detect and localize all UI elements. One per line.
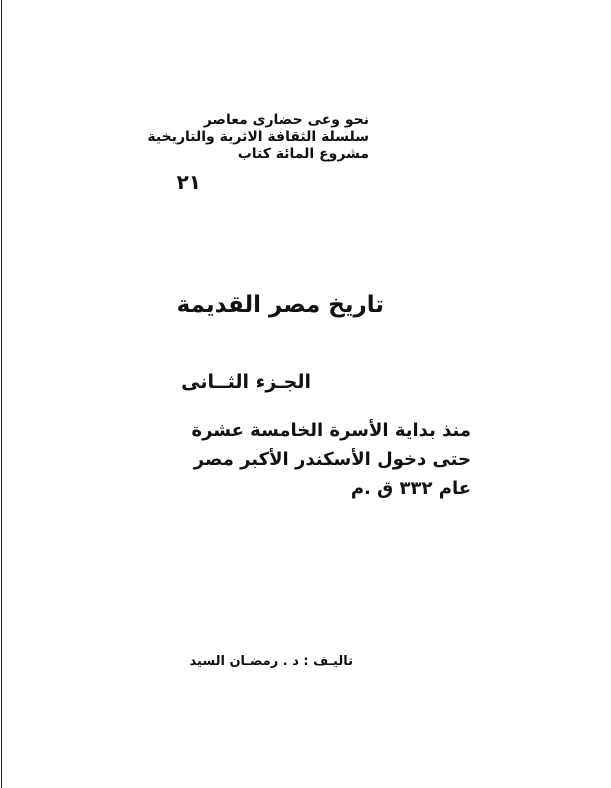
- series-name: سلسلة الثقافة الاثرية والتاريخية: [147, 129, 369, 145]
- scope-line-start: منذ بداية الأسرة الخامسة عشرة: [191, 420, 471, 441]
- book-scope: [191, 416, 471, 503]
- scope-line-year: عام ٣٣٢ ق .م: [350, 478, 471, 499]
- page-edge-line: [1, 0, 2, 788]
- series-number: ٢١: [176, 170, 201, 194]
- author-credit: تاليـف : د . رمضـان السيد: [189, 654, 353, 669]
- series-project: مشروع المائة كتاب: [237, 146, 369, 162]
- part-title: الجـزء الثــانى: [181, 371, 311, 393]
- scope-line-end: حتى دخول الأسكندر الأكبر مصر: [193, 449, 471, 470]
- book-title: تاريخ مصر القديمة: [176, 292, 384, 318]
- series-slogan: نحو وعى حضارى معاصر: [203, 112, 369, 128]
- series-info: [139, 112, 369, 163]
